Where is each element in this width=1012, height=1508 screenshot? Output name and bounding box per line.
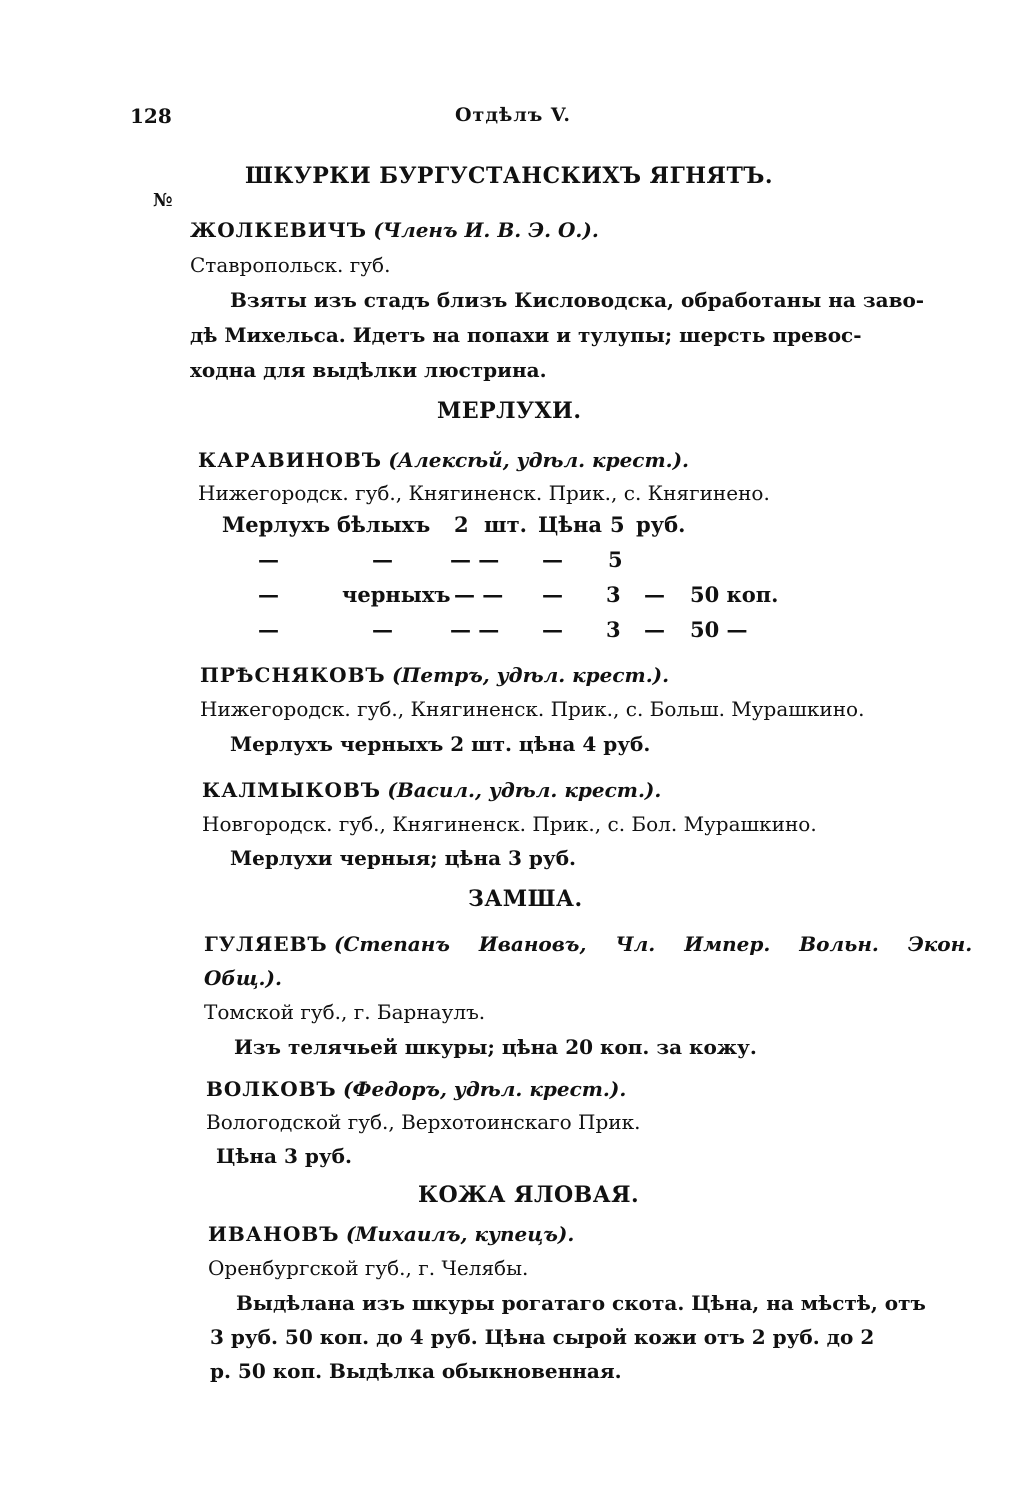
section-heading: ШКУРКИ БУРГУСТАНСКИХЪ ЯГНЯТЪ. [245,163,774,189]
exhibitor-name: ЖОЛКЕВИЧЪ [190,218,367,242]
table-cell: — [644,582,665,607]
table-cell: 3 [606,617,621,642]
exhibitor-name: КАРАВИНОВЪ [198,448,382,472]
table-cell: — — [450,617,500,642]
exhibitor-name: КАЛМЫКОВЪ [202,778,381,802]
entry-header [208,1222,574,1246]
table-cell: — [542,582,563,607]
entry-text-line: Цѣна 3 руб. [216,1144,352,1168]
table-cell: — [644,617,665,642]
exhibitor-name: ПРѢСНЯКОВЪ [200,663,386,687]
entry-header [204,932,972,956]
section-heading: КОЖА ЯЛОВАЯ. [418,1182,640,1208]
exhibitor-title: (Михаилъ, купецъ). [345,1222,575,1246]
entry-header [190,218,599,242]
number-sign: № [153,190,173,211]
table-cell: — [258,617,279,642]
exhibitor-title: (Васил., удѣл. крест.). [387,778,662,802]
running-header: Отдѣлъ V. [455,104,571,126]
entry-header [200,663,669,687]
table-cell: руб. [636,512,686,537]
entry-location: Новгородск. губ., Княгиненск. Прик., с. Бол. Мурашкино. [202,812,817,836]
entry-text-line: Изъ телячьей шкуры; цѣна 20 коп. за кожу. [234,1035,757,1059]
entry-location: Нижегородск. губ., Княгиненск. Прик., с. Больш. Мурашкино. [200,697,865,721]
entry-location: Ставропольск. губ. [190,253,391,277]
entry-header [206,1077,626,1101]
entry-text-line: Взяты изъ стадъ близъ Кисловодска, обработаны на заво- [230,288,925,312]
table-cell: 50 коп. [690,582,779,607]
entry-header [198,448,689,472]
exhibitor-title: (Степанъ Ивановъ, Чл. Импер. Вольн. Экон. [334,932,973,956]
entry-location: Вологодской губ., Верхотоинскаго Прик. [206,1110,641,1134]
entry-location: Томской губ., г. Барнаулъ. [204,1000,486,1024]
table-cell: 50 — [690,617,748,642]
section-heading: ЗАМША. [468,886,583,912]
exhibitor-title: (Петръ, удѣл. крест.). [392,663,670,687]
entry-text-line: Мерлухъ черныхъ 2 шт. цѣна 4 руб. [230,732,651,756]
exhibitor-name: ИВАНОВЪ [208,1222,340,1246]
table-cell: — [372,617,393,642]
table-cell: черныхъ [342,582,451,607]
exhibitor-title: (Алексѣй, удѣл. крест.). [388,448,690,472]
entry-text-line: р. 50 коп. Выдѣлка обыкновенная. [210,1359,622,1383]
table-cell: 2 [454,512,469,537]
table-cell: — [372,547,393,572]
exhibitor-title: (Федоръ, удѣл. крест.). [343,1077,627,1101]
entry-location: Нижегородск. губ., Княгиненск. Прик., с. Княгинено. [198,481,770,505]
exhibitor-title: (Членъ И. В. Э. О.). [373,218,599,242]
entry-text-line: дѣ Михельса. Идетъ на попахи и тулупы; шерсть превос- [190,323,862,347]
table-cell: — [542,547,563,572]
table-cell: 5 [610,512,625,537]
entry-text-line: ходна для выдѣлки люстрина. [190,358,547,382]
table-cell: — — [450,547,500,572]
exhibitor-title-continued: Общ.). [204,966,282,990]
table-cell: Цѣна [538,512,603,537]
table-cell: — [258,547,279,572]
table-cell: 5 [608,547,623,572]
entry-text-line: Мерлухи черныя; цѣна 3 руб. [230,846,576,870]
table-cell: — [542,617,563,642]
page-number: 128 [130,104,172,128]
table-cell: Мерлухъ [222,512,331,537]
table-cell: шт. [484,512,527,537]
entry-text-line: Выдѣлана изъ шкуры рогатаго скота. Цѣна, на мѣстѣ, отъ [236,1291,926,1315]
table-cell: бѣлыхъ [337,512,431,537]
table-cell: — — [454,582,504,607]
exhibitor-name: ГУЛЯЕВЪ [204,932,328,956]
table-cell: — [258,582,279,607]
entry-header [202,778,661,802]
section-heading: МЕРЛУХИ. [437,398,582,424]
table-cell: 3 [606,582,621,607]
entry-text-line: 3 руб. 50 коп. до 4 руб. Цѣна сырой кожи отъ 2 руб. до 2 [210,1325,875,1349]
exhibitor-name: ВОЛКОВЪ [206,1077,337,1101]
entry-location: Оренбургской губ., г. Челябы. [208,1256,529,1280]
